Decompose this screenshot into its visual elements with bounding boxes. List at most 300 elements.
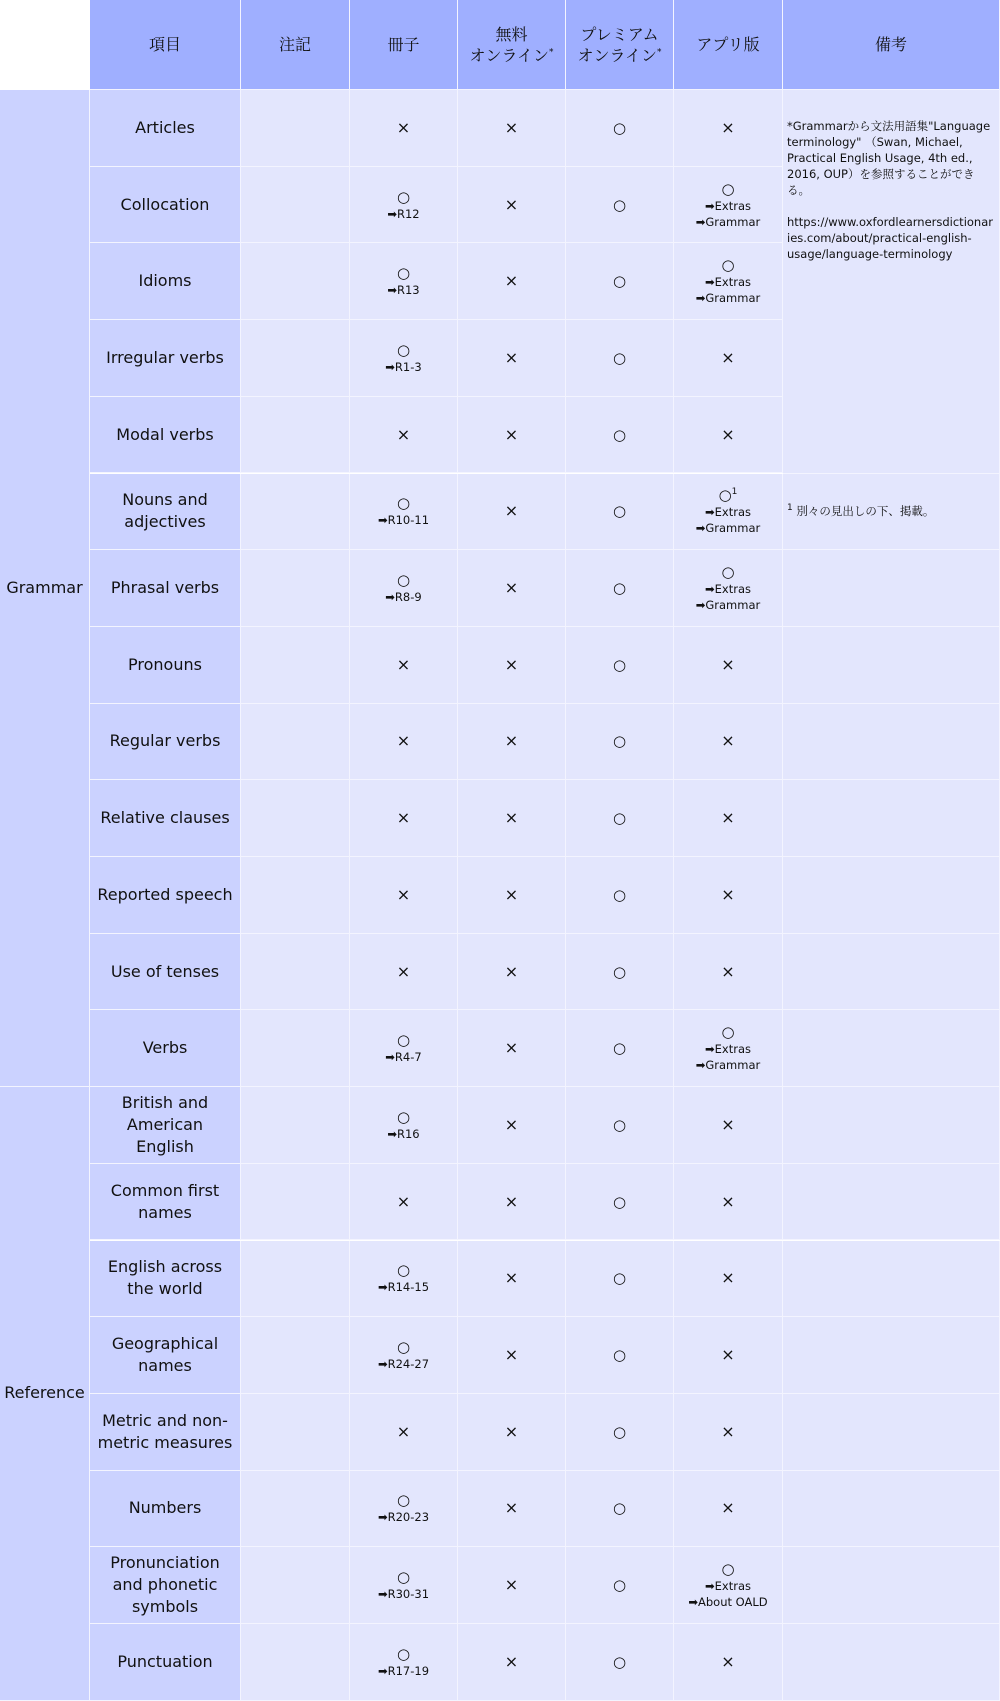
available-mark: ○ [612, 885, 627, 904]
free-online-cell [458, 1010, 566, 1087]
table-row-item [90, 1471, 241, 1548]
unavailable-mark: × [396, 808, 411, 828]
app-cell [674, 474, 783, 551]
available-mark: ○ [396, 494, 411, 513]
unavailable-mark: × [504, 884, 519, 904]
table-row-item [90, 90, 241, 167]
available-mark: ○ [612, 348, 627, 367]
column-header-label: 冊子 [387, 35, 420, 54]
free-online-cell [458, 397, 566, 474]
item-label: Reported speech [97, 884, 233, 904]
reference-link: ➡Grammar [695, 1058, 761, 1073]
item-label: Nouns and adjectives [122, 490, 208, 532]
column-header-label: オンライン* [577, 45, 662, 65]
reference-link: ➡Extras [705, 505, 751, 520]
available-mark: ○ [612, 809, 627, 828]
app-cell [674, 1087, 783, 1164]
book-cell [350, 320, 458, 397]
note-cell [241, 1010, 350, 1087]
unavailable-mark: × [504, 194, 519, 214]
table-row-item [90, 320, 241, 397]
available-mark: ○ [396, 340, 411, 359]
premium-online-cell [566, 934, 674, 1011]
unavailable-mark: × [721, 1421, 735, 1441]
table-row-item [90, 1317, 241, 1394]
note-cell [241, 320, 350, 397]
unavailable-mark: × [721, 347, 735, 367]
unavailable-mark: × [504, 1651, 519, 1671]
available-mark: ○ [612, 1576, 627, 1595]
book-cell [350, 1471, 458, 1548]
column-header-label: オンライン* [469, 45, 554, 65]
available-mark: ○ [612, 732, 627, 751]
premium-online-cell [566, 1471, 674, 1548]
reference-link: ➡R4-7 [385, 1050, 422, 1065]
unavailable-mark: × [504, 961, 519, 981]
reference-link: ➡About OALD [688, 1595, 768, 1610]
item-label: Articles [135, 117, 195, 137]
available-mark: ○ [396, 264, 411, 283]
column-header-label: 注記 [278, 35, 311, 54]
remarks-text: $^1$ 別々の見出しの下、掲載。 [787, 503, 935, 519]
unavailable-mark: × [396, 731, 411, 751]
column-header-label: プレミアム [580, 24, 659, 44]
available-mark: ○ [612, 1346, 627, 1365]
remarks-cell [783, 627, 1000, 704]
table-row-item [90, 167, 241, 244]
reference-link: ➡Grammar [695, 598, 761, 613]
book-cell [350, 550, 458, 627]
footnote-marker: * [657, 47, 662, 58]
category-cell [0, 1087, 90, 1701]
unavailable-mark: × [504, 501, 519, 521]
app-cell [674, 1164, 783, 1241]
book-cell [350, 167, 458, 244]
book-cell [350, 243, 458, 320]
footnote-marker: * [549, 47, 554, 58]
book-cell [350, 934, 458, 1011]
free-online-cell [458, 90, 566, 167]
free-online-cell [458, 1164, 566, 1241]
available-mark: ○ [612, 1422, 627, 1441]
reference-link: ➡R1-3 [385, 359, 422, 374]
app-cell [674, 1547, 783, 1624]
unavailable-mark: × [504, 1498, 519, 1518]
app-cell [674, 90, 783, 167]
unavailable-mark: × [721, 1498, 735, 1518]
note-cell [241, 167, 350, 244]
unavailable-mark: × [504, 1345, 519, 1365]
available-mark: ○ [721, 256, 735, 275]
note-cell [241, 1087, 350, 1164]
reference-link: ➡Extras [705, 582, 751, 597]
note-cell [241, 780, 350, 857]
remarks-cell [783, 1087, 1000, 1164]
item-label: Phrasal verbs [110, 578, 220, 598]
premium-online-cell [566, 90, 674, 167]
table-row-item [90, 397, 241, 474]
available-mark: ○ [396, 1338, 411, 1357]
available-mark: ○ [396, 1491, 411, 1510]
remarks-cell [783, 934, 1000, 1011]
note-cell [241, 1164, 350, 1241]
free-online-cell [458, 167, 566, 244]
note-cell [241, 1241, 350, 1318]
available-mark: ○ [721, 179, 735, 198]
category-label: Grammar [6, 578, 83, 598]
note-cell [241, 474, 350, 551]
available-mark: ○$^1$ [718, 486, 738, 505]
reference-link: ➡Extras [705, 1579, 751, 1594]
table-row-item [90, 550, 241, 627]
remarks-cell [783, 1317, 1000, 1394]
reference-link: ➡R10-11 [377, 513, 430, 528]
reference-link: ➡R12 [387, 206, 420, 221]
reference-link: ➡R20-23 [377, 1510, 430, 1525]
table-row-item [90, 704, 241, 781]
note-cell [241, 397, 350, 474]
reference-link: ➡R30-31 [377, 1587, 430, 1602]
unavailable-mark: × [504, 1575, 519, 1595]
book-cell [350, 704, 458, 781]
unavailable-mark: × [721, 1651, 735, 1671]
book-cell [350, 1394, 458, 1471]
unavailable-mark: × [721, 117, 735, 137]
premium-online-cell [566, 1164, 674, 1241]
available-mark: ○ [612, 962, 627, 981]
available-mark: ○ [396, 1261, 411, 1280]
unavailable-mark: × [721, 1268, 735, 1288]
item-label: Idioms [138, 271, 192, 291]
free-online-cell [458, 474, 566, 551]
unavailable-mark: × [504, 271, 519, 291]
free-online-cell [458, 1471, 566, 1548]
table-row-item [90, 1241, 241, 1318]
available-mark: ○ [396, 187, 411, 206]
unavailable-mark: × [504, 578, 519, 598]
app-cell [674, 1624, 783, 1701]
free-online-cell [458, 1547, 566, 1624]
column-header-note [241, 0, 350, 90]
remarks-cell [783, 1394, 1000, 1471]
note-cell [241, 627, 350, 704]
available-mark: ○ [396, 1644, 411, 1663]
note-cell [241, 1317, 350, 1394]
available-mark: ○ [612, 1652, 627, 1671]
table-row-item [90, 934, 241, 1011]
free-online-cell [458, 1624, 566, 1701]
footnote-marker: 1 [787, 503, 793, 514]
available-mark: ○ [612, 272, 627, 291]
reference-link: ➡Extras [705, 1042, 751, 1057]
book-cell [350, 1164, 458, 1241]
table-row-item [90, 1394, 241, 1471]
premium-online-cell [566, 243, 674, 320]
book-cell [350, 780, 458, 857]
column-header-remarks [783, 0, 1000, 90]
app-cell [674, 243, 783, 320]
available-mark: ○ [721, 1560, 735, 1579]
app-cell [674, 397, 783, 474]
free-online-cell [458, 243, 566, 320]
book-cell [350, 90, 458, 167]
free-online-cell [458, 550, 566, 627]
remarks-cell [783, 1471, 1000, 1548]
table-row-item [90, 243, 241, 320]
free-online-cell [458, 320, 566, 397]
remarks-cell [783, 1010, 1000, 1087]
remarks-cell [783, 704, 1000, 781]
item-label: British and American English [121, 1092, 209, 1156]
unavailable-mark: × [504, 1268, 519, 1288]
app-cell [674, 1010, 783, 1087]
app-cell [674, 1394, 783, 1471]
unavailable-mark: × [504, 424, 519, 444]
column-header-label: 項目 [148, 35, 181, 54]
premium-online-cell [566, 397, 674, 474]
column-header-premium-online [566, 0, 674, 90]
item-label: Pronouns [128, 654, 202, 674]
unavailable-mark: × [721, 1114, 735, 1134]
note-cell [241, 1624, 350, 1701]
unavailable-mark: × [504, 347, 519, 367]
note-cell [241, 90, 350, 167]
item-label: English across the world [107, 1257, 223, 1299]
unavailable-mark: × [721, 731, 735, 751]
free-online-cell [458, 857, 566, 934]
column-header-label: アプリ版 [696, 35, 760, 54]
column-header-label: 備考 [874, 35, 907, 54]
table-row-item [90, 1087, 241, 1164]
premium-online-cell [566, 1010, 674, 1087]
book-cell [350, 857, 458, 934]
table-row-item [90, 1164, 241, 1241]
column-header-app [674, 0, 783, 90]
reference-link: ➡R13 [387, 283, 420, 298]
table-corner [0, 0, 90, 90]
free-online-cell [458, 1087, 566, 1164]
available-mark: ○ [612, 1192, 627, 1211]
item-label: Modal verbs [116, 424, 214, 444]
remarks-cell [783, 1164, 1000, 1241]
note-cell [241, 1547, 350, 1624]
column-header-label: 無料 [495, 24, 528, 44]
remarks-cell [783, 1547, 1000, 1624]
app-cell [674, 1317, 783, 1394]
reference-link: ➡Grammar [695, 214, 761, 229]
premium-online-cell [566, 1394, 674, 1471]
note-cell [241, 550, 350, 627]
item-label: Collocation [120, 194, 210, 214]
unavailable-mark: × [721, 808, 735, 828]
free-online-cell [458, 704, 566, 781]
app-cell [674, 550, 783, 627]
unavailable-mark: × [721, 884, 735, 904]
note-cell [241, 1471, 350, 1548]
unavailable-mark: × [721, 1345, 735, 1365]
book-cell [350, 1547, 458, 1624]
unavailable-mark: × [396, 1191, 411, 1211]
premium-online-cell [566, 1317, 674, 1394]
table-row-item [90, 857, 241, 934]
app-cell [674, 1471, 783, 1548]
available-mark: ○ [612, 118, 627, 137]
premium-online-cell [566, 1547, 674, 1624]
item-label: Numbers [128, 1498, 202, 1518]
unavailable-mark: × [504, 1421, 519, 1441]
unavailable-mark: × [396, 654, 411, 674]
premium-online-cell [566, 1624, 674, 1701]
category-label: Reference [4, 1383, 85, 1403]
book-cell [350, 1010, 458, 1087]
column-header-item [90, 0, 241, 90]
premium-online-cell [566, 167, 674, 244]
table-row-item [90, 627, 241, 704]
available-mark: ○ [396, 1031, 411, 1050]
note-cell [241, 243, 350, 320]
free-online-cell [458, 627, 566, 704]
note-cell [241, 934, 350, 1011]
available-mark: ○ [396, 571, 411, 590]
available-mark: ○ [612, 1269, 627, 1288]
book-cell [350, 1317, 458, 1394]
reference-link: ➡R14-15 [377, 1280, 430, 1295]
free-online-cell [458, 1394, 566, 1471]
unavailable-mark: × [504, 654, 519, 674]
category-cell [0, 90, 90, 1087]
reference-link: ➡R24-27 [377, 1357, 430, 1372]
available-mark: ○ [612, 195, 627, 214]
premium-online-cell [566, 550, 674, 627]
remarks-text: *Grammarから文法用語集"Language terminology" （Swan, Michael, Practical English Usage, 4th ed., 2016, OUP）を参照することができる。 [787, 119, 991, 197]
app-cell [674, 857, 783, 934]
item-label: Punctuation [117, 1651, 213, 1671]
unavailable-mark: × [396, 117, 411, 137]
unavailable-mark: × [721, 654, 735, 674]
premium-online-cell [566, 474, 674, 551]
unavailable-mark: × [504, 1114, 519, 1134]
remarks-cell [783, 780, 1000, 857]
available-mark: ○ [612, 1499, 627, 1518]
table-row-item [90, 1624, 241, 1701]
premium-online-cell [566, 1241, 674, 1318]
footnote-marker: 1 [731, 487, 738, 498]
item-label: Pronunciation and phonetic symbols [110, 1553, 220, 1617]
premium-online-cell [566, 627, 674, 704]
unavailable-mark: × [504, 731, 519, 751]
app-cell [674, 1241, 783, 1318]
unavailable-mark: × [396, 961, 411, 981]
remarks-cell [783, 550, 1000, 627]
unavailable-mark: × [504, 117, 519, 137]
unavailable-mark: × [504, 1191, 519, 1211]
item-label: Metric and non-metric measures [97, 1410, 233, 1452]
reference-link: ➡R16 [387, 1126, 420, 1141]
unavailable-mark: × [721, 424, 735, 444]
book-cell [350, 397, 458, 474]
app-cell [674, 934, 783, 1011]
reference-link: ➡Grammar [695, 521, 761, 536]
app-cell [674, 627, 783, 704]
remarks-text: https://www.oxfordlearnersdictionaries.com/about/practical-english-usage/language-terminology [787, 215, 993, 261]
item-label: Regular verbs [109, 731, 221, 751]
reference-link: ➡R8-9 [385, 590, 422, 605]
note-cell [241, 1394, 350, 1471]
app-cell [674, 167, 783, 244]
available-mark: ○ [396, 1107, 411, 1126]
app-cell [674, 704, 783, 781]
remarks-cell [783, 1624, 1000, 1701]
remarks-cell [783, 474, 1000, 551]
available-mark: ○ [612, 425, 627, 444]
item-label: Common first names [110, 1180, 220, 1222]
premium-online-cell [566, 1087, 674, 1164]
free-online-cell [458, 1241, 566, 1318]
unavailable-mark: × [396, 1421, 411, 1441]
column-header-book [350, 0, 458, 90]
available-mark: ○ [396, 1568, 411, 1587]
unavailable-mark: × [721, 961, 735, 981]
column-header-free-online [458, 0, 566, 90]
item-label: Geographical names [111, 1334, 219, 1376]
available-mark: ○ [612, 579, 627, 598]
available-mark: ○ [612, 655, 627, 674]
unavailable-mark: × [396, 884, 411, 904]
free-online-cell [458, 780, 566, 857]
book-cell [350, 1241, 458, 1318]
table-row-item [90, 780, 241, 857]
remarks-cell [783, 1241, 1000, 1318]
book-cell [350, 1624, 458, 1701]
book-cell [350, 474, 458, 551]
table-row-item [90, 1547, 241, 1624]
available-mark: ○ [612, 502, 627, 521]
unavailable-mark: × [504, 1038, 519, 1058]
remarks-cell [783, 857, 1000, 934]
free-online-cell [458, 1317, 566, 1394]
premium-online-cell [566, 780, 674, 857]
table-row-item [90, 474, 241, 551]
note-cell [241, 857, 350, 934]
app-cell [674, 780, 783, 857]
item-label: Irregular verbs [106, 347, 224, 367]
reference-link: ➡R17-19 [377, 1663, 430, 1678]
unavailable-mark: × [721, 1191, 735, 1211]
note-cell [241, 704, 350, 781]
remarks-cell [783, 90, 1000, 474]
app-cell [674, 320, 783, 397]
item-label: Relative clauses [100, 808, 230, 828]
unavailable-mark: × [396, 424, 411, 444]
premium-online-cell [566, 857, 674, 934]
available-mark: ○ [612, 1115, 627, 1134]
available-mark: ○ [721, 1023, 735, 1042]
item-label: Verbs [142, 1038, 188, 1058]
unavailable-mark: × [504, 808, 519, 828]
available-mark: ○ [612, 1039, 627, 1058]
premium-online-cell [566, 704, 674, 781]
free-online-cell [458, 934, 566, 1011]
reference-link: ➡Grammar [695, 291, 761, 306]
table-row-item [90, 1010, 241, 1087]
reference-link: ➡Extras [705, 275, 751, 290]
available-mark: ○ [721, 563, 735, 582]
reference-link: ➡Extras [705, 198, 751, 213]
book-cell [350, 1087, 458, 1164]
premium-online-cell [566, 320, 674, 397]
item-label: Use of tenses [110, 961, 220, 981]
book-cell [350, 627, 458, 704]
